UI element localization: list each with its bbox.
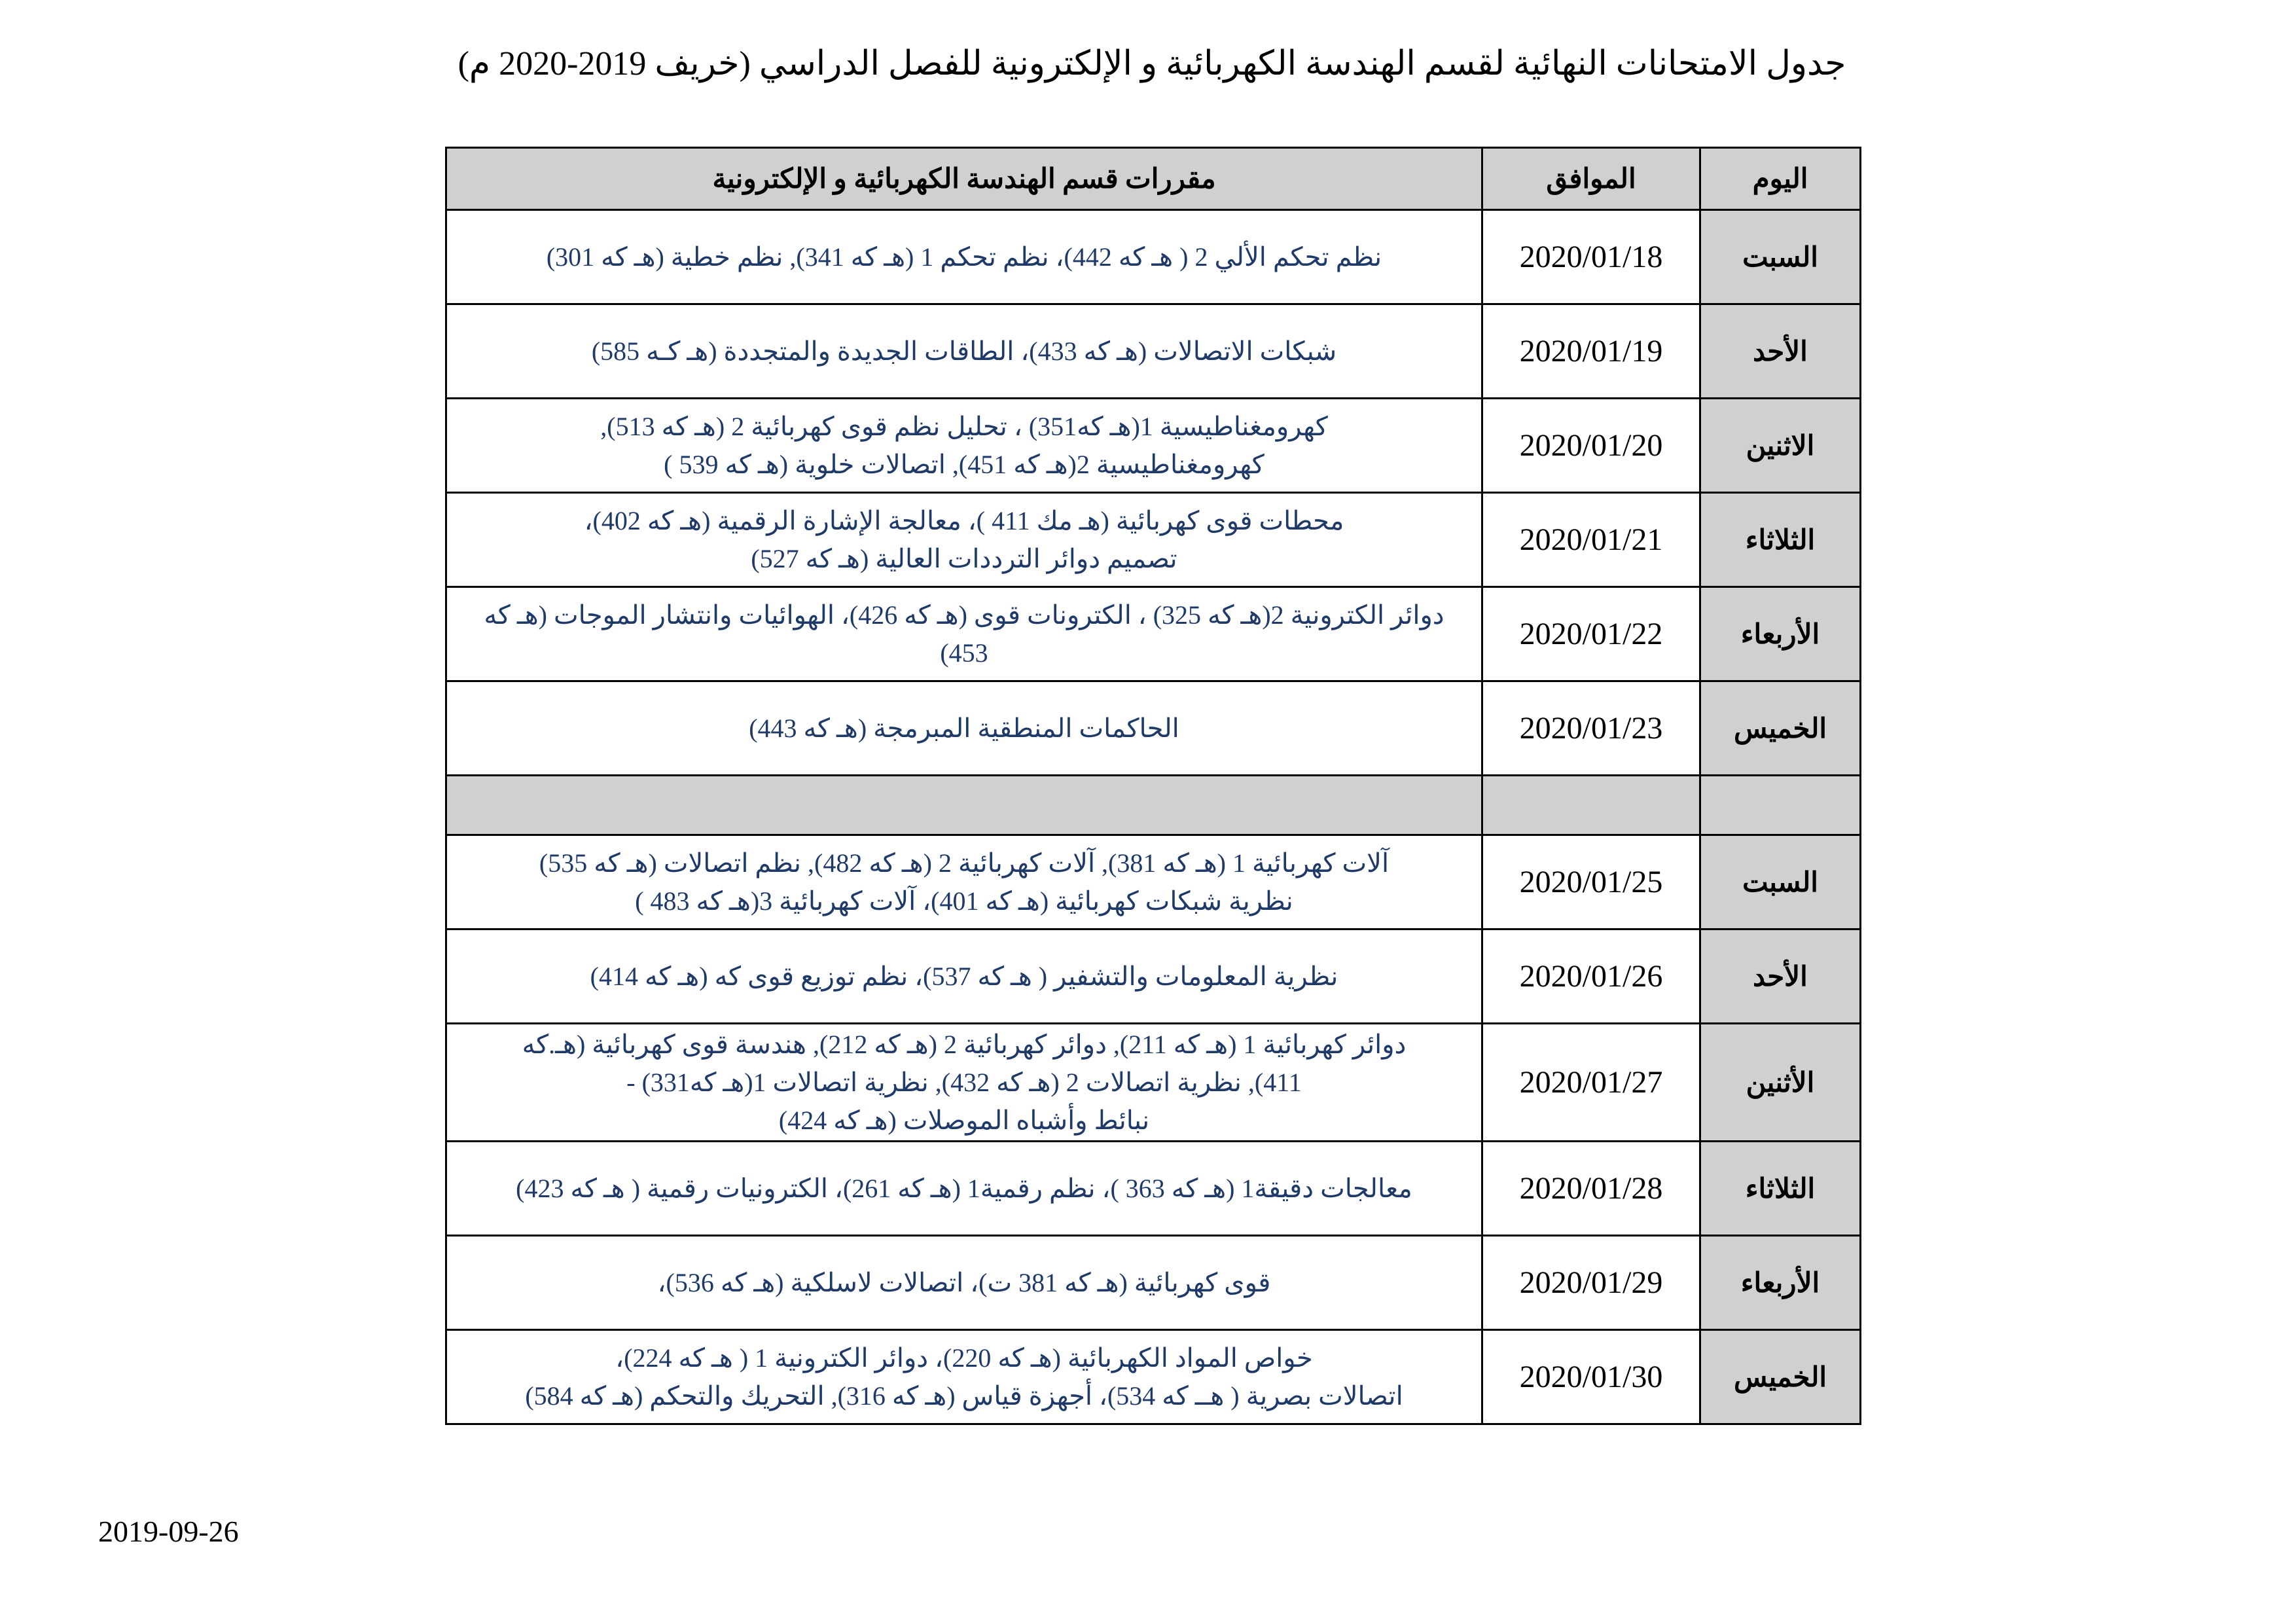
table-row xyxy=(446,1142,1861,1236)
courses-cell xyxy=(446,304,1482,399)
day-cell: الثلاثاء xyxy=(1700,1142,1861,1236)
courses-cell xyxy=(446,1024,1482,1142)
page-title: جدول الامتحانات النهائية لقسم الهندسة الكهربائية و الإلكترونية للفصل الدراسي (خريف 2019-2020 م) xyxy=(457,45,1846,82)
date-cell: 2020/01/29 xyxy=(1482,1236,1700,1330)
exam-schedule-table xyxy=(445,147,1861,1425)
separator-row xyxy=(446,776,1861,835)
table-row xyxy=(446,587,1861,681)
courses-cell xyxy=(446,210,1482,304)
course-line: الحاكمات المنطقية المبرمجة (هـ كه 443) xyxy=(749,713,1179,743)
table-row xyxy=(446,929,1861,1024)
courses-cell xyxy=(446,399,1482,493)
header-day: اليوم xyxy=(1700,148,1861,210)
courses-cell xyxy=(446,1142,1482,1236)
course-line: اتصالات بصرية ( هــ كه 534)، أجهزة قياس (هـ كه 316), التحريك والتحكم (هـ كه 584) xyxy=(525,1380,1403,1411)
course-line: معالجات دقيقة1 (هـ كه 363 )، نظم رقمية1 (هـ كه 261)، الكترونيات رقمية ( هـ كه 423) xyxy=(516,1173,1412,1203)
date-cell: 2020/01/22 xyxy=(1482,587,1700,681)
courses-cell xyxy=(446,1330,1482,1424)
course-line: دوائر الكترونية 2(هـ كه 325) ، الكترونات قوى (هـ كه 426)، الهوائيات وانتشار الموجات (هـ كه xyxy=(484,600,1444,630)
table-row xyxy=(446,1236,1861,1330)
day-cell: الاثنين xyxy=(1700,399,1861,493)
table-row xyxy=(446,304,1861,399)
table-row xyxy=(446,681,1861,776)
day-cell: الأربعاء xyxy=(1700,1236,1861,1330)
courses-cell xyxy=(446,587,1482,681)
header-date: الموافق xyxy=(1482,148,1700,210)
course-line: تصميم دوائر الترددات العالية (هـ كه 527) xyxy=(751,543,1177,573)
date-cell: 2020/01/20 xyxy=(1482,399,1700,493)
date-cell: 2020/01/23 xyxy=(1482,681,1700,776)
course-line: شبكات الاتصالات (هـ كه 433)، الطاقات الجديدة والمتجددة (هـ كـه 585) xyxy=(591,336,1337,366)
date-cell: 2020/01/30 xyxy=(1482,1330,1700,1424)
table-row xyxy=(446,210,1861,304)
day-cell: السبت xyxy=(1700,835,1861,929)
day-cell: الأربعاء xyxy=(1700,587,1861,681)
courses-cell xyxy=(446,835,1482,929)
day-cell: الخميس xyxy=(1700,681,1861,776)
course-line: محطات قوى كهربائية (هـ مك 411 )، معالجة الإشارة الرقمية (هـ كه 402)، xyxy=(584,505,1344,535)
date-cell: 2020/01/25 xyxy=(1482,835,1700,929)
course-line: آلات كهربائية 1 (هـ كه 381), آلات كهربائية 2 (هـ كه 482), نظم اتصالات (هـ كه 535) xyxy=(539,848,1390,878)
course-line: 453) xyxy=(940,638,988,668)
footer-date: 2019-09-26 xyxy=(98,1515,239,1548)
day-cell: الأحد xyxy=(1700,304,1861,399)
separator-cell xyxy=(1700,776,1861,835)
course-line: نظرية شبكات كهربائية (هـ كه 401)، آلات كهربائية 3(هـ كه 483 ) xyxy=(635,886,1293,916)
table-row xyxy=(446,399,1861,493)
table-row xyxy=(446,835,1861,929)
table-header-row xyxy=(446,148,1861,210)
date-cell: 2020/01/27 xyxy=(1482,1024,1700,1142)
date-cell: 2020/01/28 xyxy=(1482,1142,1700,1236)
course-line: كهرومغناطيسية 1(هـ كه351) ، تحليل نظم قوى كهربائية 2 (هـ كه 513), xyxy=(600,411,1328,441)
day-cell: الأحد xyxy=(1700,929,1861,1024)
date-cell: 2020/01/18 xyxy=(1482,210,1700,304)
date-cell: 2020/01/19 xyxy=(1482,304,1700,399)
course-line: نظم تحكم الألي 2 ( هـ كه 442)، نظم تحكم 1 (هـ كه 341), نظم خطية (هـ كه 301) xyxy=(546,242,1382,272)
date-cell: 2020/01/26 xyxy=(1482,929,1700,1024)
day-cell: الأثنين xyxy=(1700,1024,1861,1142)
courses-cell xyxy=(446,681,1482,776)
course-line: خواص المواد الكهربائية (هـ كه 220)، دوائر الكترونية 1 ( هـ كه 224)، xyxy=(615,1343,1313,1373)
date-cell: 2020/01/21 xyxy=(1482,493,1700,587)
course-line: دوائر كهربائية 1 (هـ كه 211), دوائر كهربائية 2 (هـ كه 212), هندسة قوى كهربائية (هـ.كه xyxy=(522,1029,1407,1059)
course-line: كهرومغناطيسية 2(هـ كه 451), اتصالات خلوية (هـ كه 539 ) xyxy=(664,449,1265,479)
courses-cell xyxy=(446,1236,1482,1330)
courses-cell xyxy=(446,493,1482,587)
separator-cell xyxy=(1482,776,1700,835)
schedule-body xyxy=(446,210,1861,1424)
course-line: نبائط وأشباه الموصلات (هـ كه 424) xyxy=(778,1105,1150,1135)
course-line: قوى كهربائية (هـ كه 381 ت)، اتصالات لاسلكية (هـ كه 536)، xyxy=(657,1267,1271,1297)
table-row xyxy=(446,1330,1861,1424)
table-row xyxy=(446,1024,1861,1142)
day-cell: السبت xyxy=(1700,210,1861,304)
separator-cell xyxy=(446,776,1482,835)
table-row xyxy=(446,493,1861,587)
header-courses: مقررات قسم الهندسة الكهربائية و الإلكترونية xyxy=(446,148,1482,210)
day-cell: الخميس xyxy=(1700,1330,1861,1424)
courses-cell xyxy=(446,929,1482,1024)
day-cell: الثلاثاء xyxy=(1700,493,1861,587)
course-line: 411), نظرية اتصالات 2 (هـ كه 432), نظرية اتصالات 1(هـ كه331) - xyxy=(626,1067,1302,1097)
course-line: نظرية المعلومات والتشفير ( هـ كه 537)، نظم توزيع قوى كه (هـ كه 414) xyxy=(590,961,1338,991)
